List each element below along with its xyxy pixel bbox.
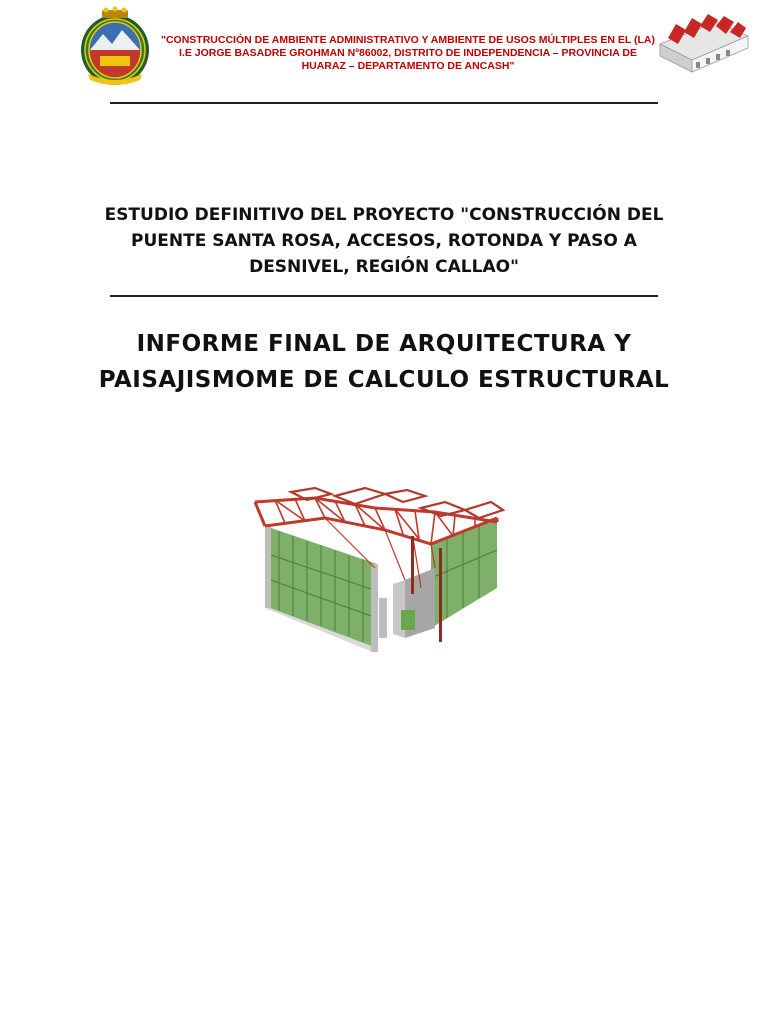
report-title: INFORME FINAL DE ARQUITECTURA Y PAISAJISMOME DE CALCULO ESTRUCTURAL	[98, 331, 670, 393]
municipal-seal-icon	[78, 6, 152, 86]
structure-3d-model-image	[235, 478, 535, 678]
header-project-title: "CONSTRUCCIÓN DE AMBIENTE ADMINISTRATIVO Y AMBIENTE DE USOS MÚLTIPLES EN EL (LA) I.E JORGE BASADRE GROHMAN Nº86002, DISTRITO DE INDEPENDENCIA – PROVINCIA DE HUARAZ – DEPARTAMENTO DE ANCASH"	[160, 34, 656, 72]
page-header	[0, 0, 768, 100]
header-divider	[110, 102, 658, 104]
subtitle-divider	[110, 295, 658, 297]
building-logo-icon	[656, 14, 750, 76]
project-subtitle: ESTUDIO DEFINITIVO DEL PROYECTO "CONSTRUCCIÓN DEL PUENTE SANTA ROSA, ACCESOS, ROTONDA Y PASO A DESNIVEL, REGIÓN CALLAO"	[104, 205, 664, 277]
